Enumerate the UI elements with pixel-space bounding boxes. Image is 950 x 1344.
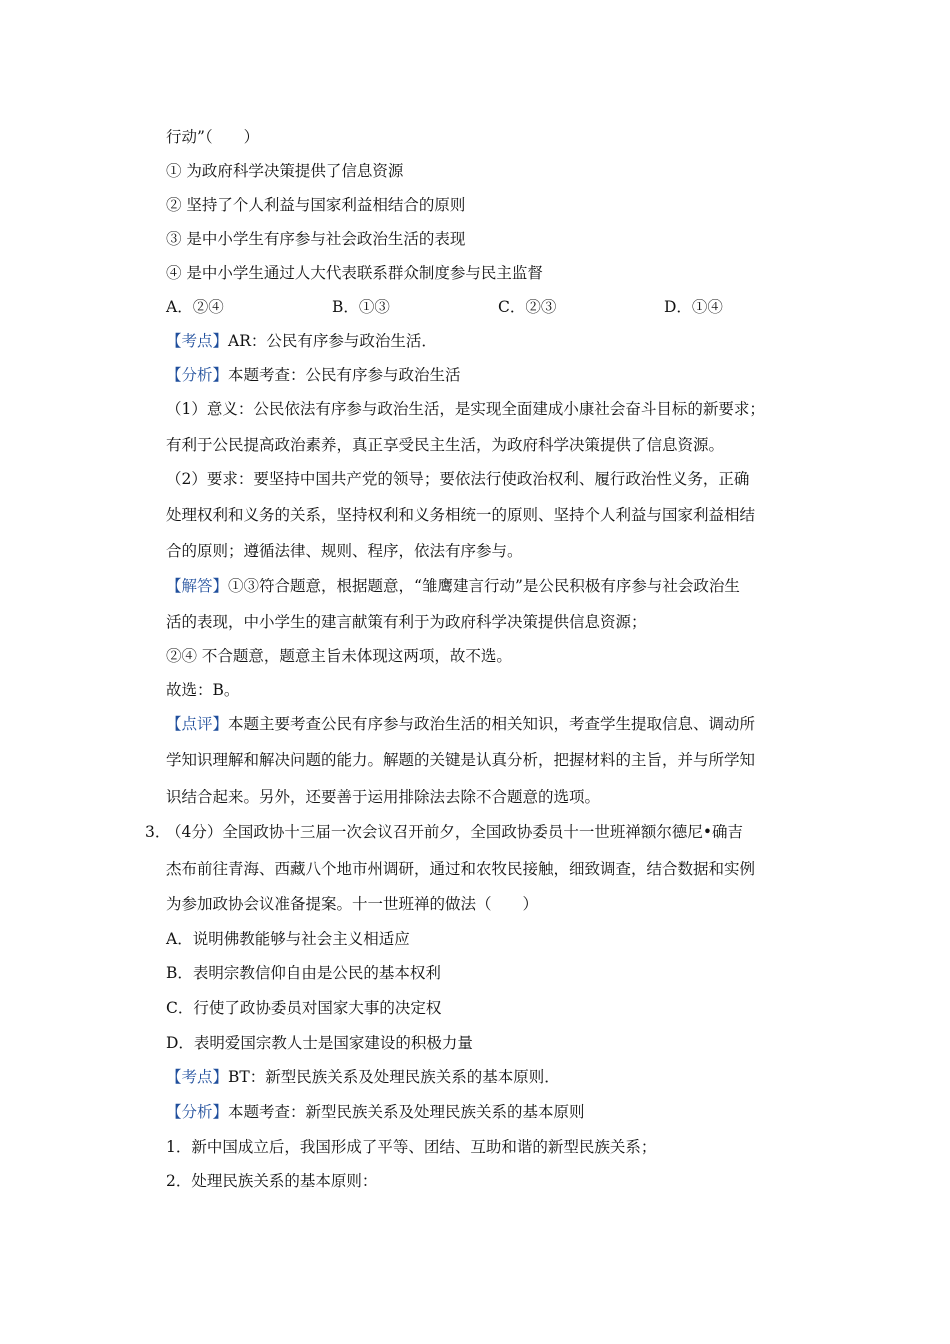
option-d: D．①④ — [664, 298, 723, 316]
dianping-body-line: 学知识理解和解决问题的能力。解题的关键是认真分析，把握材料的主旨，并与所学知 — [166, 751, 756, 769]
kaodian-text: AR：公民有序参与政治生活． — [228, 332, 437, 350]
statement-item-3: ③ 是中小学生有序参与社会政治生活的表现 — [166, 230, 466, 248]
option-c: C．行使了政协委员对国家大事的决定权 — [166, 999, 442, 1017]
option-b: B．表明宗教信仰自由是公民的基本权利 — [166, 964, 441, 982]
answer-options-row — [166, 297, 723, 317]
jieda-body-line: 活的表现，中小学生的建言献策有利于为政府科学决策提供信息资源； — [166, 613, 647, 631]
fenxi-body-line: 2．处理民族关系的基本原则： — [166, 1172, 378, 1190]
option-c: C．②③ — [498, 298, 557, 316]
fenxi-body-line: 处理权利和义务的关系，坚持权利和义务相统一的原则、坚持个人利益与国家利益相结 — [166, 506, 756, 524]
kaodian-line — [166, 1067, 560, 1087]
statement-item-1: ① 为政府科学决策提供了信息资源 — [166, 162, 404, 180]
fenxi-tag: 【分析】 — [166, 366, 229, 384]
dianping-line — [166, 714, 755, 734]
jieda-tag: 【解答】 — [166, 577, 229, 595]
fenxi-text: 本题考查：公民有序参与政治生活 — [228, 366, 461, 384]
option-a: A．说明佛教能够与社会主义相适应 — [166, 930, 410, 948]
question-stem-line: 杰布前往青海、西藏八个地市州调研，通过和农牧民接触，细致调查，结合数据和实例 — [166, 860, 756, 878]
jieda-body-line: ②④ 不合题意，题意主旨未体现这两项，故不选。 — [166, 647, 512, 665]
fenxi-body-line: 合的原则；遵循法律、规则、程序，依法有序参与。 — [166, 542, 523, 560]
question-stem-line: （4分）全国政协十三届一次会议召开前夕，全国政协委员十一世班禅额尔德尼•确吉 — [166, 823, 744, 841]
statement-item-4: ④ 是中小学生通过人大代表联系群众制度参与民主监督 — [166, 264, 543, 282]
jieda-text: ①③符合题意，根据题意，“雏鹰建言行动”是公民积极有序参与社会政治生 — [228, 577, 740, 595]
fenxi-body-line: （2）要求：要坚持中国共产党的领导；要依法行使政治权利、履行政治性义务，正确 — [166, 470, 750, 488]
fenxi-text: 本题考查：新型民族关系及处理民族关系的基本原则 — [228, 1103, 585, 1121]
fenxi-body-line: （1）意义：公民依法有序参与政治生活，是实现全面建成小康社会奋斗目标的新要求； — [166, 400, 765, 418]
option-d: D．表明爱国宗教人士是国家建设的积极力量 — [166, 1034, 473, 1052]
option-b: B．①③ — [332, 298, 390, 316]
kaodian-text: BT：新型民族关系及处理民族关系的基本原则． — [228, 1068, 560, 1086]
fenxi-body-line: 有利于公民提高政治素养，真正享受民主生活，为政府科学决策提供了信息资源。 — [166, 436, 725, 454]
kaodian-line — [166, 331, 437, 351]
kaodian-tag: 【考点】 — [166, 1068, 229, 1086]
question-stem-line: 为参加政协会议准备提案。十一世班禅的做法（ ） — [166, 895, 539, 913]
question-stem-tail: 行动”（ ） — [166, 128, 260, 146]
dianping-tag: 【点评】 — [166, 715, 229, 733]
option-a: A．②④ — [166, 298, 224, 316]
fenxi-tag: 【分析】 — [166, 1103, 229, 1121]
kaodian-tag: 【考点】 — [166, 332, 229, 350]
fenxi-line — [166, 365, 461, 385]
fenxi-line — [166, 1102, 585, 1122]
fenxi-body-line: 1．新中国成立后，我国形成了平等、团结、互助和谐的新型民族关系； — [166, 1138, 657, 1156]
dianping-text: 本题主要考查公民有序参与政治生活的相关知识，考查学生提取信息、调动所 — [228, 715, 756, 733]
statement-item-2: ② 坚持了个人利益与国家利益相结合的原则 — [166, 196, 466, 214]
answer-choice: 故选：B。 — [166, 681, 240, 699]
dianping-body-line: 识结合起来。另外，还要善于运用排除法去除不合题意的选项。 — [166, 788, 601, 806]
question-number: 3． — [145, 823, 171, 841]
jieda-line — [166, 576, 740, 596]
